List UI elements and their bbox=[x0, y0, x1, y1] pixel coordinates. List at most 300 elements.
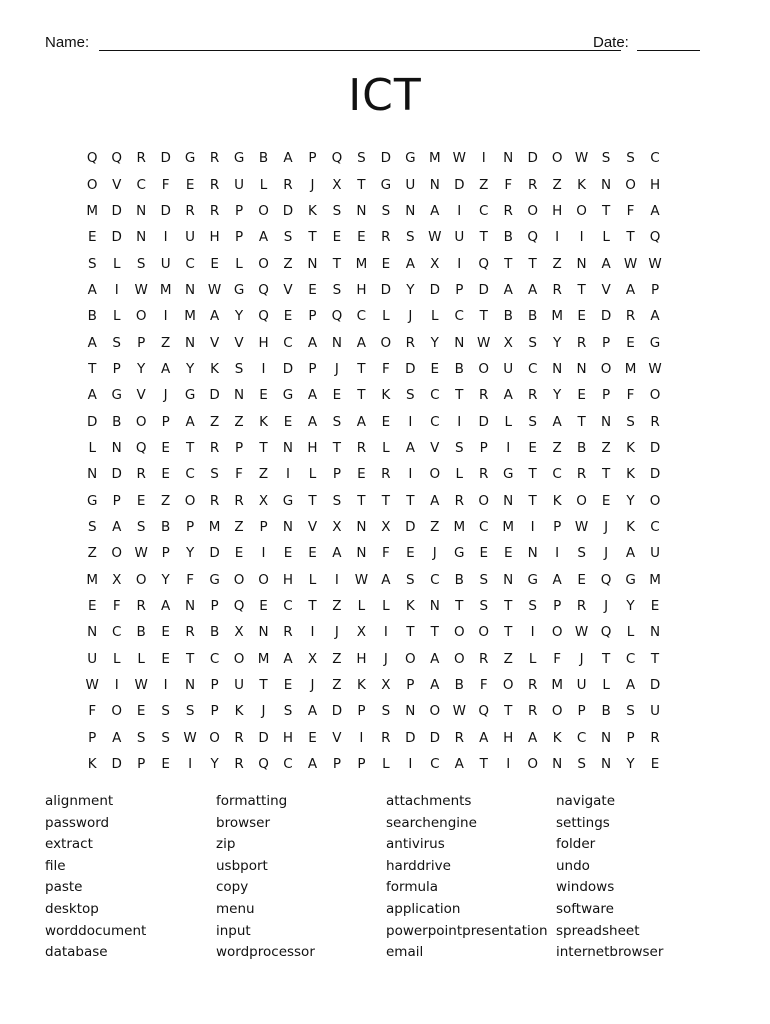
grid-cell[interactable]: S bbox=[185, 703, 195, 720]
grid-cell[interactable]: E bbox=[577, 571, 586, 588]
grid-cell[interactable]: S bbox=[601, 150, 611, 167]
grid-cell[interactable]: E bbox=[136, 703, 146, 720]
grid-cell[interactable]: R bbox=[405, 334, 416, 351]
grid-cell[interactable]: P bbox=[161, 545, 170, 562]
grid-cell[interactable]: N bbox=[429, 598, 440, 615]
grid-cell[interactable]: A bbox=[625, 545, 636, 562]
grid-cell[interactable]: J bbox=[163, 387, 168, 404]
grid-cell[interactable]: O bbox=[625, 176, 636, 193]
grid-cell[interactable]: E bbox=[381, 413, 391, 430]
grid-cell[interactable]: N bbox=[527, 545, 538, 562]
grid-cell[interactable]: R bbox=[356, 439, 367, 456]
grid-cell[interactable]: S bbox=[283, 703, 293, 720]
grid-cell[interactable]: S bbox=[626, 703, 635, 720]
grid-cell[interactable]: U bbox=[405, 176, 416, 193]
grid-cell[interactable]: R bbox=[454, 729, 464, 746]
grid-cell[interactable]: A bbox=[332, 545, 342, 562]
grid-cell[interactable]: V bbox=[307, 518, 318, 535]
grid-cell[interactable]: I bbox=[408, 756, 413, 773]
grid-cell[interactable]: O bbox=[86, 176, 98, 193]
grid-cell[interactable]: G bbox=[282, 387, 294, 404]
grid-cell[interactable]: A bbox=[307, 756, 318, 773]
grid-cell[interactable]: E bbox=[503, 545, 513, 562]
grid-cell[interactable]: I bbox=[457, 413, 462, 430]
grid-cell[interactable]: B bbox=[258, 150, 269, 167]
grid-cell[interactable]: Z bbox=[332, 598, 342, 615]
grid-cell[interactable]: Z bbox=[161, 492, 171, 509]
grid-cell[interactable]: P bbox=[602, 387, 611, 404]
grid-cell[interactable]: D bbox=[209, 387, 220, 404]
grid-cell[interactable]: T bbox=[528, 255, 537, 272]
grid-cell[interactable]: L bbox=[308, 571, 317, 588]
grid-cell[interactable]: O bbox=[478, 624, 490, 641]
grid-cell[interactable]: B bbox=[454, 571, 464, 588]
grid-cell[interactable]: I bbox=[530, 518, 535, 535]
grid-cell[interactable]: T bbox=[332, 255, 342, 272]
grid-cell[interactable]: S bbox=[626, 413, 635, 430]
grid-cell[interactable]: D bbox=[87, 413, 98, 430]
grid-cell[interactable]: U bbox=[650, 545, 660, 562]
grid-cell[interactable]: Y bbox=[626, 598, 635, 615]
grid-cell[interactable]: E bbox=[577, 308, 586, 325]
grid-cell[interactable]: C bbox=[527, 360, 538, 377]
grid-cell[interactable]: R bbox=[185, 202, 195, 219]
grid-cell[interactable]: K bbox=[381, 387, 391, 404]
grid-cell[interactable]: V bbox=[430, 439, 440, 456]
grid-cell[interactable]: E bbox=[528, 439, 537, 456]
grid-cell[interactable]: E bbox=[308, 545, 317, 562]
grid-cell[interactable]: E bbox=[406, 545, 415, 562]
grid-cell[interactable]: I bbox=[383, 624, 388, 641]
grid-cell[interactable]: C bbox=[356, 308, 367, 325]
grid-cell[interactable]: O bbox=[649, 387, 661, 404]
grid-cell[interactable]: S bbox=[528, 598, 537, 615]
grid-cell[interactable]: F bbox=[88, 703, 97, 720]
grid-cell[interactable]: M bbox=[159, 281, 172, 298]
grid-cell[interactable]: L bbox=[308, 466, 317, 483]
grid-cell[interactable]: V bbox=[283, 281, 293, 298]
grid-cell[interactable]: E bbox=[283, 545, 293, 562]
grid-cell[interactable]: N bbox=[503, 571, 514, 588]
grid-cell[interactable]: P bbox=[210, 703, 219, 720]
grid-cell[interactable]: E bbox=[234, 545, 244, 562]
grid-cell[interactable]: F bbox=[112, 598, 121, 615]
grid-cell[interactable]: P bbox=[577, 703, 586, 720]
grid-cell[interactable]: W bbox=[207, 281, 222, 298]
grid-cell[interactable]: C bbox=[111, 624, 122, 641]
grid-cell[interactable]: T bbox=[406, 492, 415, 509]
grid-cell[interactable]: E bbox=[357, 229, 366, 246]
grid-cell[interactable]: O bbox=[502, 677, 514, 694]
grid-cell[interactable]: S bbox=[479, 571, 489, 588]
grid-cell[interactable]: U bbox=[87, 650, 98, 667]
grid-cell[interactable]: O bbox=[429, 466, 441, 483]
grid-cell[interactable]: F bbox=[381, 360, 390, 377]
grid-cell[interactable]: R bbox=[234, 756, 244, 773]
grid-cell[interactable]: E bbox=[259, 387, 268, 404]
grid-cell[interactable]: S bbox=[406, 387, 415, 404]
grid-cell[interactable]: Z bbox=[332, 650, 342, 667]
grid-cell[interactable]: U bbox=[234, 176, 244, 193]
grid-cell[interactable]: S bbox=[283, 229, 293, 246]
grid-cell[interactable]: C bbox=[209, 650, 220, 667]
grid-cell[interactable]: D bbox=[258, 729, 269, 746]
grid-cell[interactable]: W bbox=[428, 229, 442, 246]
grid-cell[interactable]: D bbox=[111, 202, 122, 219]
grid-cell[interactable]: T bbox=[528, 492, 537, 509]
grid-cell[interactable]: O bbox=[258, 255, 269, 272]
grid-cell[interactable]: G bbox=[454, 545, 465, 562]
grid-cell[interactable]: G bbox=[502, 466, 514, 483]
grid-cell[interactable]: S bbox=[332, 202, 342, 219]
grid-cell[interactable]: L bbox=[626, 624, 635, 641]
grid-cell[interactable]: Y bbox=[406, 281, 415, 298]
grid-cell[interactable]: A bbox=[625, 281, 636, 298]
grid-cell[interactable]: O bbox=[111, 545, 123, 562]
grid-cell[interactable]: R bbox=[527, 176, 538, 193]
name-field-line[interactable] bbox=[99, 50, 621, 51]
grid-cell[interactable]: U bbox=[576, 677, 587, 694]
grid-cell[interactable]: R bbox=[576, 334, 587, 351]
grid-cell[interactable]: A bbox=[307, 334, 318, 351]
grid-cell[interactable]: L bbox=[602, 229, 610, 246]
grid-cell[interactable]: D bbox=[405, 518, 416, 535]
grid-cell[interactable]: P bbox=[186, 518, 195, 535]
grid-cell[interactable]: E bbox=[161, 439, 170, 456]
grid-cell[interactable]: P bbox=[479, 439, 488, 456]
grid-cell[interactable]: A bbox=[528, 729, 538, 746]
grid-cell[interactable]: Z bbox=[283, 255, 293, 272]
grid-cell[interactable]: T bbox=[381, 492, 390, 509]
grid-cell[interactable]: O bbox=[478, 492, 490, 509]
grid-cell[interactable]: S bbox=[381, 703, 391, 720]
grid-cell[interactable]: K bbox=[87, 756, 97, 773]
grid-cell[interactable]: H bbox=[282, 729, 294, 746]
grid-cell[interactable]: L bbox=[88, 439, 96, 456]
grid-cell[interactable]: S bbox=[112, 334, 121, 351]
grid-cell[interactable]: P bbox=[234, 229, 244, 246]
grid-cell[interactable]: I bbox=[506, 439, 511, 456]
grid-cell[interactable]: D bbox=[209, 545, 220, 562]
grid-cell[interactable]: A bbox=[307, 387, 318, 404]
grid-cell[interactable]: G bbox=[184, 387, 196, 404]
grid-cell[interactable]: R bbox=[454, 492, 464, 509]
grid-cell[interactable]: T bbox=[357, 492, 366, 509]
grid-cell[interactable]: M bbox=[355, 255, 368, 272]
grid-cell[interactable]: B bbox=[528, 308, 538, 325]
grid-cell[interactable]: P bbox=[332, 756, 341, 773]
grid-cell[interactable]: E bbox=[601, 492, 611, 509]
grid-cell[interactable]: O bbox=[258, 571, 269, 588]
grid-cell[interactable]: U bbox=[454, 229, 465, 246]
grid-cell[interactable]: S bbox=[161, 703, 170, 720]
grid-cell[interactable]: O bbox=[209, 729, 220, 746]
grid-cell[interactable]: B bbox=[136, 624, 146, 641]
grid-cell[interactable]: E bbox=[283, 413, 293, 430]
grid-cell[interactable]: J bbox=[334, 360, 339, 377]
grid-cell[interactable]: R bbox=[136, 466, 146, 483]
grid-cell[interactable]: K bbox=[234, 703, 244, 720]
grid-cell[interactable]: K bbox=[626, 439, 635, 456]
grid-cell[interactable]: W bbox=[183, 729, 197, 746]
grid-cell[interactable]: D bbox=[160, 150, 171, 167]
grid-cell[interactable]: O bbox=[527, 756, 538, 773]
grid-cell[interactable]: O bbox=[527, 202, 538, 219]
grid-cell[interactable]: N bbox=[601, 756, 612, 773]
grid-cell[interactable]: I bbox=[555, 229, 560, 246]
grid-cell[interactable]: U bbox=[160, 255, 171, 272]
grid-cell[interactable]: L bbox=[602, 677, 610, 694]
grid-cell[interactable]: W bbox=[648, 360, 662, 377]
grid-cell[interactable]: N bbox=[87, 624, 98, 641]
grid-cell[interactable]: P bbox=[332, 466, 341, 483]
grid-cell[interactable]: S bbox=[479, 598, 489, 615]
grid-cell[interactable]: D bbox=[478, 413, 489, 430]
grid-cell[interactable]: R bbox=[209, 150, 220, 167]
grid-cell[interactable]: O bbox=[233, 650, 245, 667]
grid-cell[interactable]: X bbox=[430, 255, 440, 272]
grid-cell[interactable]: N bbox=[356, 202, 367, 219]
grid-cell[interactable]: O bbox=[576, 202, 587, 219]
grid-cell[interactable]: E bbox=[161, 466, 170, 483]
grid-cell[interactable]: H bbox=[282, 571, 294, 588]
grid-cell[interactable]: D bbox=[282, 202, 294, 219]
grid-cell[interactable]: P bbox=[234, 439, 244, 456]
grid-cell[interactable]: R bbox=[552, 281, 562, 298]
grid-cell[interactable]: A bbox=[552, 571, 562, 588]
grid-cell[interactable]: O bbox=[453, 650, 465, 667]
grid-cell[interactable]: W bbox=[354, 571, 369, 588]
grid-cell[interactable]: I bbox=[359, 729, 364, 746]
grid-cell[interactable]: G bbox=[111, 387, 122, 404]
grid-cell[interactable]: M bbox=[649, 571, 661, 588]
grid-cell[interactable]: I bbox=[261, 360, 266, 377]
grid-cell[interactable]: D bbox=[649, 466, 661, 483]
grid-cell[interactable]: Q bbox=[258, 281, 269, 298]
grid-cell[interactable]: I bbox=[261, 545, 266, 562]
grid-cell[interactable]: C bbox=[552, 466, 562, 483]
grid-cell[interactable]: K bbox=[259, 413, 268, 430]
grid-cell[interactable]: N bbox=[331, 334, 342, 351]
grid-cell[interactable]: Q bbox=[258, 756, 269, 773]
grid-cell[interactable]: C bbox=[430, 756, 440, 773]
grid-cell[interactable]: T bbox=[601, 466, 611, 483]
grid-cell[interactable]: X bbox=[307, 650, 318, 667]
grid-cell[interactable]: E bbox=[357, 466, 366, 483]
grid-cell[interactable]: P bbox=[406, 677, 415, 694]
grid-cell[interactable]: I bbox=[334, 571, 339, 588]
grid-cell[interactable]: S bbox=[528, 334, 537, 351]
grid-cell[interactable]: K bbox=[308, 202, 317, 219]
grid-cell[interactable]: A bbox=[503, 281, 513, 298]
grid-cell[interactable]: O bbox=[478, 360, 490, 377]
grid-cell[interactable]: O bbox=[380, 334, 392, 351]
grid-cell[interactable]: A bbox=[528, 281, 538, 298]
grid-cell[interactable]: Z bbox=[332, 677, 342, 694]
grid-cell[interactable]: C bbox=[479, 518, 489, 535]
grid-cell[interactable]: A bbox=[430, 677, 440, 694]
grid-cell[interactable]: T bbox=[308, 598, 317, 615]
grid-cell[interactable]: R bbox=[234, 729, 244, 746]
grid-cell[interactable]: T bbox=[357, 387, 366, 404]
grid-cell[interactable]: Z bbox=[479, 176, 489, 193]
grid-cell[interactable]: T bbox=[185, 439, 195, 456]
grid-cell[interactable]: I bbox=[408, 466, 413, 483]
grid-cell[interactable]: N bbox=[185, 334, 196, 351]
grid-cell[interactable]: A bbox=[283, 650, 293, 667]
grid-cell[interactable]: R bbox=[209, 202, 220, 219]
grid-cell[interactable]: Q bbox=[135, 439, 147, 456]
grid-cell[interactable]: U bbox=[503, 360, 514, 377]
grid-cell[interactable]: I bbox=[114, 677, 119, 694]
grid-cell[interactable]: T bbox=[430, 624, 439, 641]
grid-cell[interactable]: T bbox=[357, 360, 366, 377]
grid-cell[interactable]: N bbox=[87, 466, 98, 483]
grid-cell[interactable]: C bbox=[454, 308, 464, 325]
grid-cell[interactable]: L bbox=[455, 466, 464, 483]
grid-cell[interactable]: X bbox=[381, 677, 391, 694]
grid-cell[interactable]: F bbox=[186, 571, 194, 588]
grid-cell[interactable]: T bbox=[577, 281, 586, 298]
grid-cell[interactable]: N bbox=[576, 255, 587, 272]
grid-cell[interactable]: T bbox=[308, 229, 317, 246]
grid-cell[interactable]: G bbox=[625, 571, 636, 588]
grid-cell[interactable]: W bbox=[574, 518, 589, 535]
grid-cell[interactable]: T bbox=[504, 255, 513, 272]
grid-cell[interactable]: S bbox=[406, 571, 415, 588]
grid-cell[interactable]: A bbox=[405, 439, 415, 456]
grid-cell[interactable]: T bbox=[504, 598, 513, 615]
grid-cell[interactable]: E bbox=[626, 334, 635, 351]
grid-cell[interactable]: J bbox=[310, 677, 315, 694]
grid-cell[interactable]: R bbox=[527, 677, 538, 694]
grid-cell[interactable]: D bbox=[454, 176, 465, 193]
grid-cell[interactable]: I bbox=[555, 545, 560, 562]
grid-cell[interactable]: O bbox=[111, 703, 123, 720]
grid-cell[interactable]: X bbox=[332, 518, 342, 535]
grid-cell[interactable]: N bbox=[576, 360, 587, 377]
grid-cell[interactable]: T bbox=[626, 229, 635, 246]
grid-cell[interactable]: L bbox=[528, 650, 537, 667]
grid-cell[interactable]: X bbox=[234, 624, 244, 641]
grid-cell[interactable]: T bbox=[455, 387, 464, 404]
grid-cell[interactable]: J bbox=[383, 650, 388, 667]
grid-cell[interactable]: A bbox=[503, 387, 513, 404]
grid-cell[interactable]: D bbox=[111, 466, 122, 483]
grid-cell[interactable]: E bbox=[87, 598, 97, 615]
grid-cell[interactable]: O bbox=[135, 308, 147, 325]
grid-cell[interactable]: R bbox=[185, 624, 195, 641]
grid-cell[interactable]: N bbox=[429, 176, 440, 193]
grid-cell[interactable]: A bbox=[650, 202, 660, 219]
grid-cell[interactable]: L bbox=[382, 756, 390, 773]
grid-cell[interactable]: J bbox=[604, 598, 609, 615]
grid-cell[interactable]: H bbox=[209, 229, 220, 246]
grid-cell[interactable]: R bbox=[209, 176, 220, 193]
grid-cell[interactable]: I bbox=[506, 756, 511, 773]
grid-cell[interactable]: S bbox=[87, 255, 97, 272]
grid-cell[interactable]: W bbox=[574, 624, 589, 641]
grid-cell[interactable]: M bbox=[624, 360, 637, 377]
grid-cell[interactable]: M bbox=[86, 571, 99, 588]
grid-cell[interactable]: E bbox=[136, 492, 146, 509]
grid-cell[interactable]: R bbox=[576, 598, 587, 615]
grid-cell[interactable]: S bbox=[87, 518, 97, 535]
grid-cell[interactable]: W bbox=[477, 334, 491, 351]
grid-cell[interactable]: W bbox=[134, 545, 148, 562]
grid-cell[interactable]: G bbox=[209, 571, 220, 588]
grid-cell[interactable]: O bbox=[405, 650, 416, 667]
grid-cell[interactable]: T bbox=[455, 598, 464, 615]
grid-cell[interactable]: Q bbox=[478, 703, 490, 720]
grid-cell[interactable]: A bbox=[283, 150, 293, 167]
grid-cell[interactable]: C bbox=[479, 202, 489, 219]
grid-cell[interactable]: P bbox=[210, 598, 219, 615]
grid-cell[interactable]: W bbox=[452, 150, 466, 167]
grid-cell[interactable]: X bbox=[112, 571, 122, 588]
grid-cell[interactable]: H bbox=[356, 281, 367, 298]
grid-cell[interactable]: M bbox=[502, 518, 515, 535]
grid-cell[interactable]: P bbox=[259, 518, 268, 535]
grid-cell[interactable]: S bbox=[381, 202, 391, 219]
grid-cell[interactable]: R bbox=[283, 624, 293, 641]
grid-cell[interactable]: A bbox=[430, 492, 440, 509]
grid-cell[interactable]: R bbox=[503, 202, 513, 219]
grid-cell[interactable]: F bbox=[626, 387, 635, 404]
grid-cell[interactable]: T bbox=[259, 677, 268, 694]
grid-cell[interactable]: N bbox=[405, 703, 416, 720]
grid-cell[interactable]: R bbox=[576, 466, 587, 483]
grid-cell[interactable]: Z bbox=[503, 650, 513, 667]
grid-cell[interactable]: D bbox=[331, 703, 343, 720]
grid-cell[interactable]: B bbox=[209, 624, 220, 641]
grid-cell[interactable]: H bbox=[649, 176, 661, 193]
grid-cell[interactable]: T bbox=[504, 624, 513, 641]
grid-cell[interactable]: K bbox=[552, 729, 562, 746]
grid-cell[interactable]: S bbox=[234, 360, 244, 377]
grid-cell[interactable]: O bbox=[551, 703, 563, 720]
grid-cell[interactable]: F bbox=[553, 650, 562, 667]
grid-cell[interactable]: O bbox=[258, 202, 269, 219]
grid-cell[interactable]: C bbox=[430, 387, 440, 404]
grid-cell[interactable]: Q bbox=[478, 255, 490, 272]
grid-cell[interactable]: J bbox=[579, 650, 584, 667]
grid-cell[interactable]: S bbox=[577, 545, 586, 562]
grid-cell[interactable]: Y bbox=[234, 308, 244, 325]
grid-cell[interactable]: P bbox=[112, 492, 121, 509]
grid-cell[interactable]: N bbox=[552, 360, 563, 377]
grid-cell[interactable]: P bbox=[357, 756, 366, 773]
grid-cell[interactable]: K bbox=[405, 598, 415, 615]
grid-cell[interactable]: G bbox=[405, 150, 416, 167]
grid-cell[interactable]: L bbox=[112, 308, 121, 325]
grid-cell[interactable]: A bbox=[307, 703, 318, 720]
grid-cell[interactable]: Z bbox=[87, 545, 97, 562]
grid-cell[interactable]: P bbox=[137, 334, 146, 351]
grid-cell[interactable]: T bbox=[88, 360, 97, 377]
grid-cell[interactable]: J bbox=[432, 545, 437, 562]
grid-cell[interactable]: A bbox=[112, 518, 122, 535]
grid-cell[interactable]: K bbox=[356, 677, 366, 694]
grid-cell[interactable]: I bbox=[188, 756, 193, 773]
grid-cell[interactable]: S bbox=[161, 729, 170, 746]
grid-cell[interactable]: B bbox=[576, 439, 587, 456]
grid-cell[interactable]: E bbox=[161, 624, 170, 641]
grid-cell[interactable]: C bbox=[185, 255, 195, 272]
grid-cell[interactable]: Z bbox=[234, 518, 244, 535]
grid-cell[interactable]: Y bbox=[137, 360, 146, 377]
grid-cell[interactable]: E bbox=[332, 229, 342, 246]
